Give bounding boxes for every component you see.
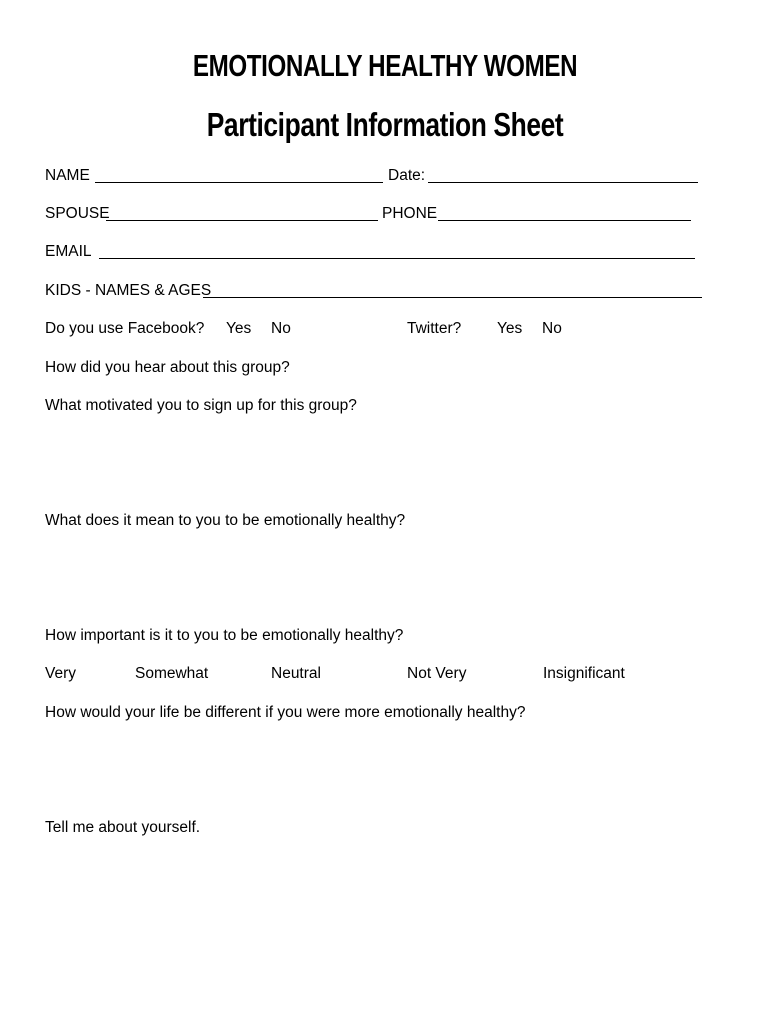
question-motivated: What motivated you to sign up for this group?: [45, 397, 357, 414]
question-life-different: How would your life be different if you were more emotionally healthy?: [45, 704, 526, 721]
kids-field[interactable]: [203, 283, 702, 298]
phone-field[interactable]: [438, 206, 691, 221]
question-importance: How important is it to you to be emotionally healthy?: [45, 627, 404, 644]
spouse-field[interactable]: [106, 206, 378, 221]
kids-label: KIDS - NAMES & AGES: [45, 282, 212, 299]
scale-very[interactable]: Very: [45, 665, 77, 682]
date-field[interactable]: [428, 168, 698, 183]
question-hear: How did you hear about this group?: [45, 359, 290, 376]
phone-label: PHONE: [382, 205, 438, 222]
spouse-label: SPOUSE: [45, 205, 110, 222]
facebook-yes-option[interactable]: Yes: [226, 320, 252, 337]
scale-neutral[interactable]: Neutral: [271, 665, 321, 682]
facebook-no-option[interactable]: No: [271, 320, 291, 337]
form-title: EMOTIONALLY HEALTHY WOMEN: [192, 48, 578, 83]
email-label: EMAIL: [45, 243, 92, 260]
date-label: Date:: [388, 167, 426, 184]
scale-insignificant[interactable]: Insignificant: [543, 665, 625, 682]
scale-somewhat[interactable]: Somewhat: [135, 665, 209, 682]
name-field[interactable]: [95, 168, 383, 183]
facebook-question: Do you use Facebook?: [45, 320, 205, 337]
email-field[interactable]: [99, 244, 695, 259]
form-subtitle: Participant Information Sheet: [206, 106, 564, 143]
twitter-yes-option[interactable]: Yes: [497, 320, 523, 337]
question-about-yourself: Tell me about yourself.: [45, 819, 201, 836]
name-label: NAME: [45, 167, 90, 184]
twitter-question: Twitter?: [407, 320, 462, 337]
question-meaning: What does it mean to you to be emotionally healthy?: [45, 512, 406, 529]
twitter-no-option[interactable]: No: [542, 320, 562, 337]
scale-not-very[interactable]: Not Very: [407, 665, 467, 682]
